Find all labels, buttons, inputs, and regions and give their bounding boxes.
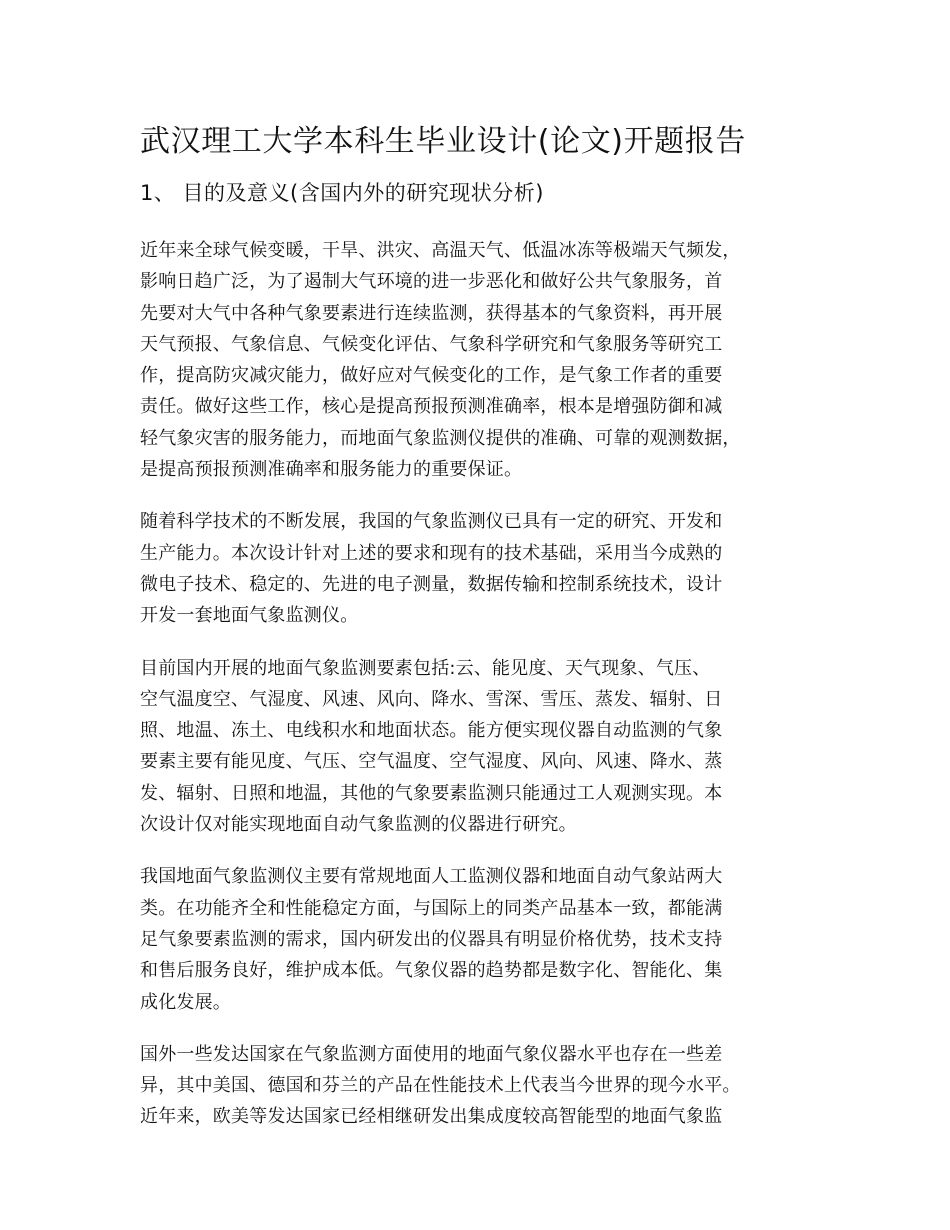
text-line: 近年来全球气候变暖，干旱、洪灾、高温天气、低温冰冻等极端天气频发， [140, 240, 741, 261]
text-line: 目前国内开展的地面气象监测要素包括:云、能见度、天气现象、气压、 [140, 657, 711, 679]
text-line: 随着科学技术的不断发展，我国的气象监测仪已具有一定的研究、开发和 [140, 511, 723, 533]
text-line: 空气温度空、气湿度、风速、风向、降水、雪深、雪压、蒸发、辐射、日 [140, 688, 723, 710]
text-line: 照、地温、冻土、电线积水和地面状态。能方便实现仪器自动监测的气象 [140, 720, 723, 742]
text-line: 是提高预报预测准确率和服务能力的重要保证。 [140, 459, 523, 481]
text-line: 我国地面气象监测仪主要有常规地面人工监测仪器和地面自动气象站两大 [140, 866, 723, 888]
text-line: 要素主要有能见度、气压、空气温度、空气湿度、风向、风速、降水、蒸 [140, 751, 723, 773]
paragraph-4 [140, 861, 830, 1017]
text-line: 异，其中美国、德国和芬兰的产品在性能技术上代表当今世界的现今水平。 [140, 1075, 741, 1097]
document-title: 武汉理工大学本科生毕业设计(论文)开题报告 [140, 124, 747, 159]
text-line: 次设计仅对能实现地面自动气象监测的仪器进行研究。 [140, 814, 577, 836]
paragraph-3 [140, 653, 830, 841]
text-line: 作，提高防灾减灾能力，做好应对气候变化的工作，是气象工作者的重要 [140, 365, 723, 387]
text-line: 天气预报、气象信息、气候变化评估、气象科学研究和气象服务等研究工 [140, 333, 723, 355]
document-body [140, 235, 830, 1133]
text-line: 近年来，欧美等发达国家已经相继研发出集成度较高智能型的地面气象监 [140, 1106, 723, 1128]
text-line: 责任。做好这些工作，核心是提高预报预测准确率，根本是增强防御和减 [140, 396, 723, 418]
text-line: 生产能力。本次设计针对上述的要求和现有的技术基础，采用当今成熟的 [140, 542, 723, 564]
text-line: 轻气象灾害的服务能力，而地面气象监测仪提供的准确、可靠的观测数据， [140, 427, 741, 449]
section-heading: 1、 目的及意义(含国内外的研究现状分析) [140, 181, 544, 205]
text-line: 开发一套地面气象监测仪。 [140, 605, 359, 627]
text-line: 发、辐射、日照和地温，其他的气象要素监测只能通过工人观测实现。本 [140, 782, 723, 804]
text-line: 微电子技术、稳定的、先进的电子测量，数据传输和控制系统技术，设计 [140, 573, 723, 595]
document-page [140, 118, 830, 1154]
text-line: 成化发展。 [140, 991, 231, 1013]
text-line: 国外一些发达国家在气象监测方面使用的地面气象仪器水平也存在一些差 [140, 1043, 723, 1065]
paragraph-2 [140, 506, 830, 631]
text-line: 足气象要素监测的需求，国内研发出的仪器具有明显价格优势，技术支持 [140, 928, 723, 950]
paragraph-1 [140, 235, 830, 485]
text-line: 影响日趋广泛，为了遏制大气环境的进一步恶化和做好公共气象服务，首 [140, 271, 723, 293]
text-line: 和售后服务良好，维护成本低。气象仪器的趋势都是数字化、智能化、集 [140, 960, 723, 982]
text-line: 先要对大气中各种气象要素进行连续监测，获得基本的气象资料，再开展 [140, 302, 723, 324]
paragraph-5 [140, 1039, 830, 1133]
text-line: 类。在功能齐全和性能稳定方面，与国际上的同类产品基本一致，都能满 [140, 897, 723, 919]
